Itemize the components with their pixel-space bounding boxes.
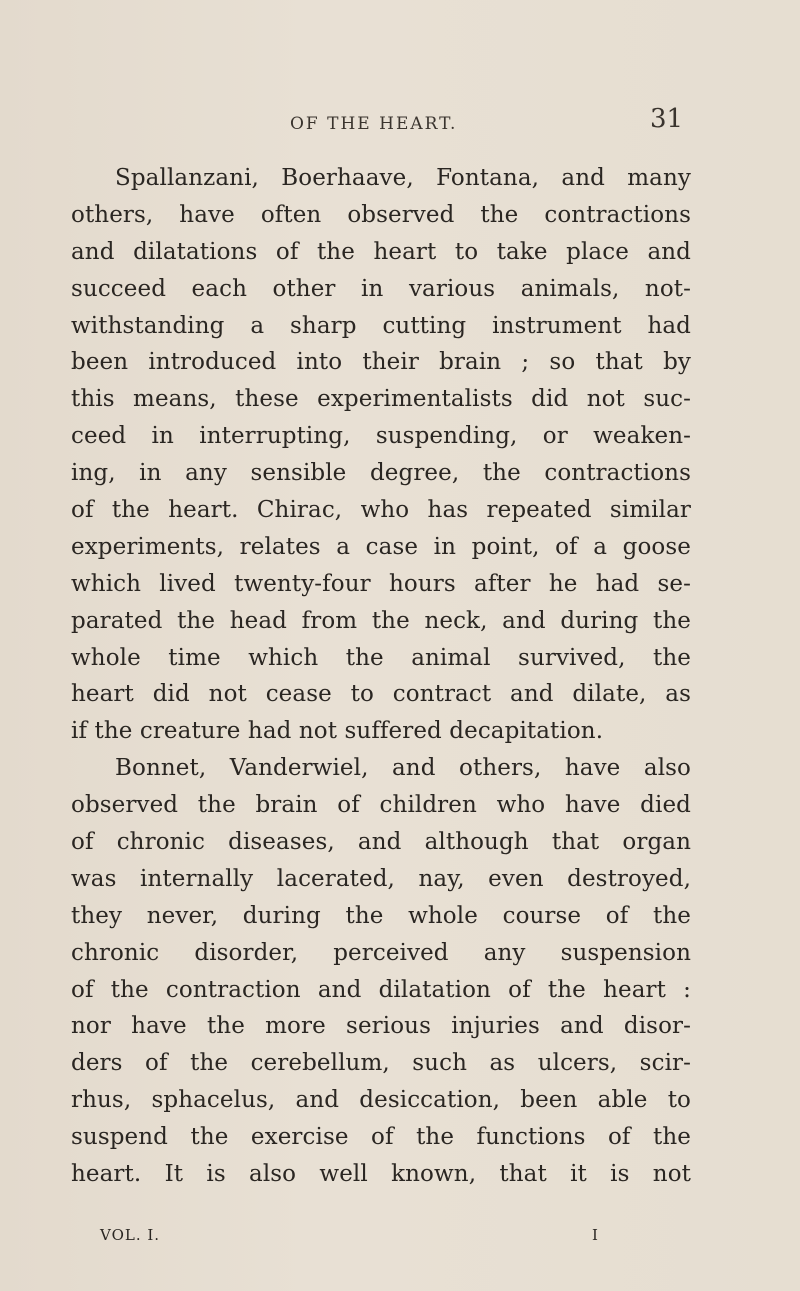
text-line: which lived twenty-four hours after he had se- [71, 570, 691, 597]
text-line: suspend the exercise of the functions of the [71, 1124, 691, 1151]
text-line: observed the brain of children who have died [71, 792, 691, 819]
text-line: others, have often observed the contractions [71, 201, 691, 228]
paragraph [71, 160, 691, 750]
text-line: nor have the more serious injuries and disor- [71, 1013, 691, 1040]
page-number: 31 [650, 104, 684, 134]
text-line: been introduced into their brain ; so that by [71, 349, 691, 376]
running-title: OF THE HEART. [290, 114, 458, 134]
text-line: heart. It is also well known, that it is not [71, 1161, 691, 1188]
text-line: Spallanzani, Boerhaave, Fontana, and many [115, 165, 691, 191]
text-line: succeed each other in various animals, not- [71, 275, 691, 302]
text-line: chronic disorder, perceived any suspension [71, 939, 691, 966]
text-line: of the heart. Chirac, who has repeated similar [71, 497, 691, 524]
text-line: ceed in interrupting, suspending, or weaken- [71, 423, 691, 450]
text-line: this means, these experimentalists did not suc- [71, 386, 691, 413]
text-line: Bonnet, Vanderwiel, and others, have also [115, 755, 691, 782]
text-line: and dilatations of the heart to take place and [71, 238, 691, 265]
text-line: heart did not cease to contract and dilate, as [71, 681, 691, 708]
text-line: was internally lacerated, nay, even destroyed, [71, 865, 691, 892]
body-text [71, 160, 691, 1193]
text-line: they never, during the whole course of the [71, 902, 691, 929]
text-line: parated the head from the neck, and during the [71, 607, 691, 634]
text-line: ders of the cerebellum, such as ulcers, scir- [71, 1050, 691, 1077]
text-line: of the contraction and dilatation of the heart : [71, 976, 691, 1003]
text-line: if the creature had not suffered decapitation. [71, 718, 604, 745]
text-line: rhus, sphacelus, and desiccation, been able to [71, 1087, 691, 1114]
text-line: ing, in any sensible degree, the contractions [71, 460, 691, 487]
signature-mark: I [592, 1226, 598, 1244]
text-line: experiments, relates a case in point, of a goose [71, 533, 691, 560]
volume-label: VOL. I. [100, 1226, 161, 1244]
text-line: whole time which the animal survived, the [71, 644, 691, 671]
text-line: withstanding a sharp cutting instrument had [71, 312, 691, 339]
running-head [0, 104, 800, 138]
page-footer [0, 1226, 800, 1250]
paragraph [71, 750, 691, 1193]
text-line: of chronic diseases, and although that organ [71, 829, 691, 856]
